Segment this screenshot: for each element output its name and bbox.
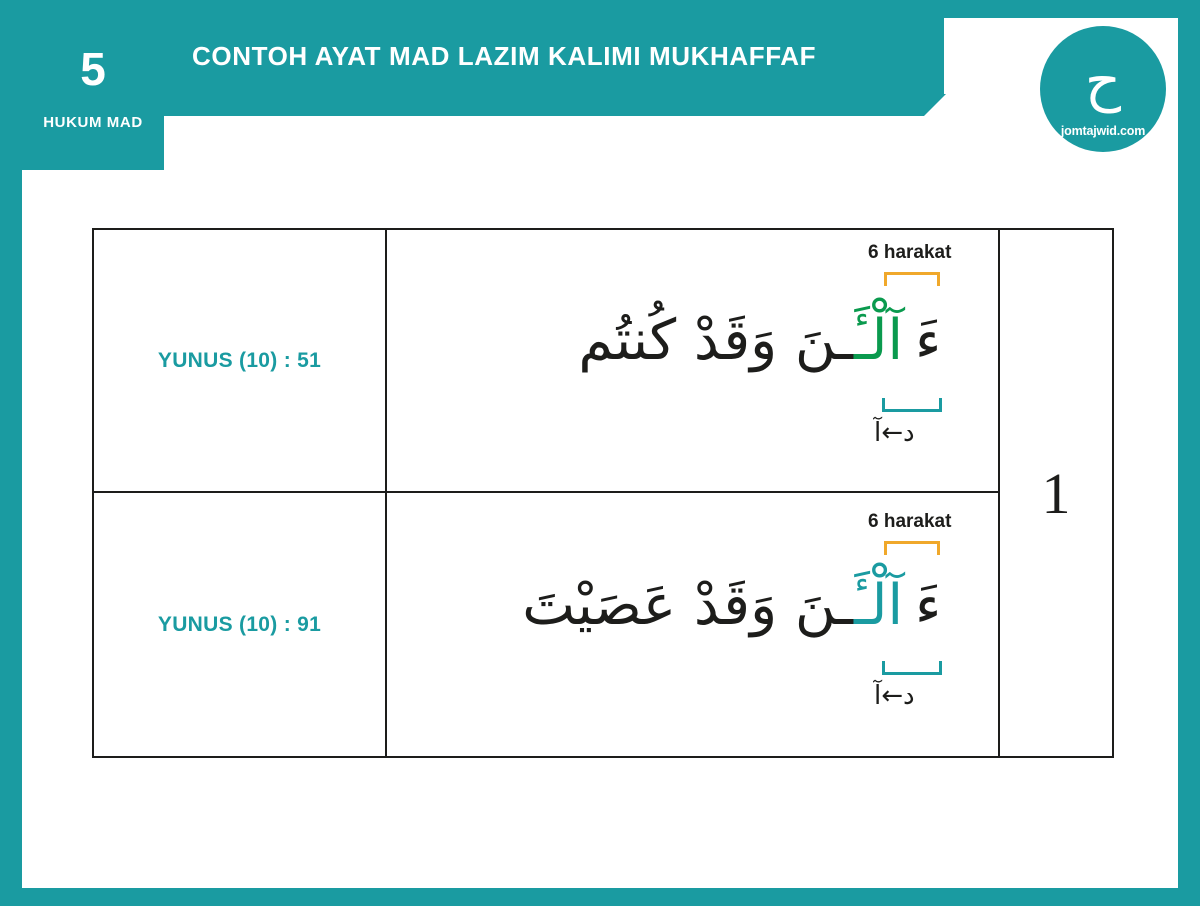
page-title: CONTOH AYAT MAD LAZIM KALIMI MUKHAFFAF [192,40,817,71]
madd-source-bracket [882,661,942,675]
row-number: 1 [1041,460,1071,526]
header [22,18,1178,170]
ayah-arabic-text [387,565,903,646]
ayah-arabic-rest: ـنَ وَقَدْ عَصَيْتَ [522,573,854,638]
chapter-number: 5 [80,43,106,95]
ayah-arabic-prefix: ءَ [915,308,942,373]
chapter-subtitle: HUKUM MAD [43,114,143,131]
ayah-arabic-prefix: ءَ [915,573,942,638]
madd-length-bracket [884,272,940,286]
title-bar [164,18,944,94]
site-logo [1040,26,1166,152]
madd-source-bracket [882,398,942,412]
ayah-arabic-highlight: آلْـَٔ [853,308,903,373]
arabic-column [387,230,1000,756]
ayah-reference: YUNUS (10) : 91 [157,612,322,636]
white-canvas [22,18,1178,888]
title-notch-decoration [164,94,924,116]
reference-column [94,230,387,756]
examples-table [92,228,1114,758]
chapter-number-block [22,18,164,170]
madd-length-bracket [884,541,940,555]
ayah-block [387,230,998,491]
table-row [94,493,385,756]
table-row [387,493,998,756]
ayah-block [387,493,998,756]
ayah-reference: YUNUS (10) : 51 [157,348,322,372]
harakat-label: 6 harakat [868,511,952,532]
table-row [387,230,998,493]
logo-url-label: jomtajwid.com [1060,124,1146,138]
row-number-column [1000,230,1112,756]
ayah-arabic-text [387,300,903,381]
table-row [94,230,385,493]
logo-arabic-glyph-icon: ح [1084,49,1122,114]
ayah-arabic-rest: ـنَ وَقَدْ كُنتُم [578,308,854,373]
ayah-arabic-highlight: آلْـَٔ [853,573,903,638]
harakat-label: 6 harakat [868,242,952,263]
madd-note: د←آ [874,418,915,448]
madd-note: د←آ [874,681,915,711]
